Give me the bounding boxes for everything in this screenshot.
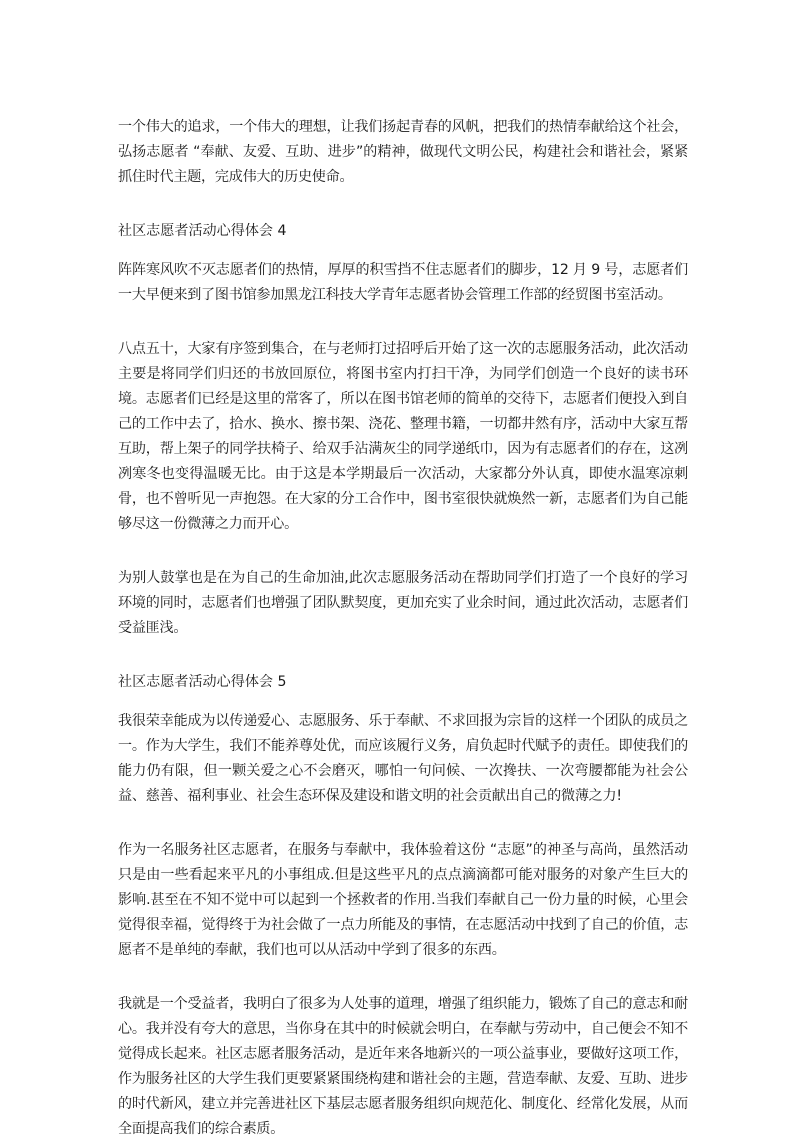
paragraph-5-3: 我就是一个受益者，我明白了很多为人处事的道理，增强了组织能力，锻炼了自己的意志和耐心。我并没有夸大的意思，当你身在其中的时候就会明白，在奉献与劳动中，自己便会不知不觉得成长起来。社区志愿者服务活动，是近年来各地新兴的一项公益事业，要做好这项工作，作为服务社区的大学生我们更要紧紧围绕构建和谐社会的主题，营造奉献、友爱、互助、进步的时代新风，建立并完善进社区下基层志愿者服务组织向规范化、制度化、经常化发展，从而全面提高我们的综合素质。 (118, 996, 688, 1137)
paragraph-5-1: 我很荣幸能成为以传递爱心、志愿服务、乐于奉献、不求回报为宗旨的这样一个团队的成员之一。作为大学生，我们不能养尊处优，而应该履行义务，肩负起时代赋予的责任。即使我们的能力仍有限，但一颗关爱之心不会磨灭，哪怕一句问候、一次搀扶、一次弯腰都能为社会公益、慈善、福利事业、社会生态环保及建设和谐文明的社会贡献出自己的微薄之力! (118, 713, 688, 804)
paragraph-4-2: 八点五十，大家有序签到集合，在与老师打过招呼后开始了这一次的志愿服务活动，此次活动主要是将同学们归还的书放回原位，将图书室内打扫干净，为同学们创造一个良好的读书环境。志愿者们已经是这里的常客了，所以在图书馆老师的简单的交待下，志愿者们便投入到自己的工作中去了，拾水、换水、擦书架、浇花、整理书籍，一切都井然有序，活动中大家互帮互助，帮上架子的同学扶椅子、给双手沾满灰尘的同学递纸巾，因为有志愿者们的存在，这冽冽寒冬也变得温暖无比。由于这是本学期最后一次活动，大家都分外认真，即使水温寒凉刺骨，也不曾听见一声抱怨。在大家的分工合作中，图书室很快就焕然一新，志愿者们为自己能够尽这一份微薄之力而开心。 (118, 341, 688, 532)
paragraph-5-2: 作为一名服务社区志愿者，在服务与奉献中，我体验着这份 “志愿”的神圣与高尚，虽然活动只是由一些看起来平凡的小事组成.但是这些平凡的点点滴滴都可能对服务的对象产生巨大的影响.甚至在不知不觉中可以起到一个拯救者的作用.当我们奉献自己一份力量的时候，心里会觉得很幸福，觉得终于为社会做了一点力所能及的事情，在志愿活动中找到了自己的价值，志愿者不是单纯的奉献，我们也可以从活动中学到了很多的东西。 (118, 842, 688, 958)
paragraph-4-3: 为别人鼓掌也是在为自己的生命加油,此次志愿服务活动在帮助同学们打造了一个良好的学习环境的同时，志愿者们也增强了团队默契度，更加充实了业余时间，通过此次活动，志愿者们受益匪浅。 (118, 570, 688, 636)
section-heading-5: 社区志愿者活动心得体会 5 (118, 674, 287, 690)
section-heading-4: 社区志愿者活动心得体会 4 (118, 223, 287, 239)
paragraph-4-1: 阵阵寒风吹不灭志愿者们的热情，厚厚的积雪挡不住志愿者们的脚步，12 月 9 号，志愿者们一大早便来到了图书馆参加黑龙江科技大学青年志愿者协会管理工作部的经贸图书室活动。 (118, 262, 688, 303)
document-page (118, 115, 688, 1142)
paragraph-intro: 一个伟大的追求，一个伟大的理想，让我们扬起青春的风帆，把我们的热情奉献给这个社会，弘扬志愿者 “奉献、友爱、互助、进步”的精神，做现代文明公民，构建社会和谐社会，紧紧抓住时代主题，完成伟大的历史使命。 (118, 119, 688, 185)
